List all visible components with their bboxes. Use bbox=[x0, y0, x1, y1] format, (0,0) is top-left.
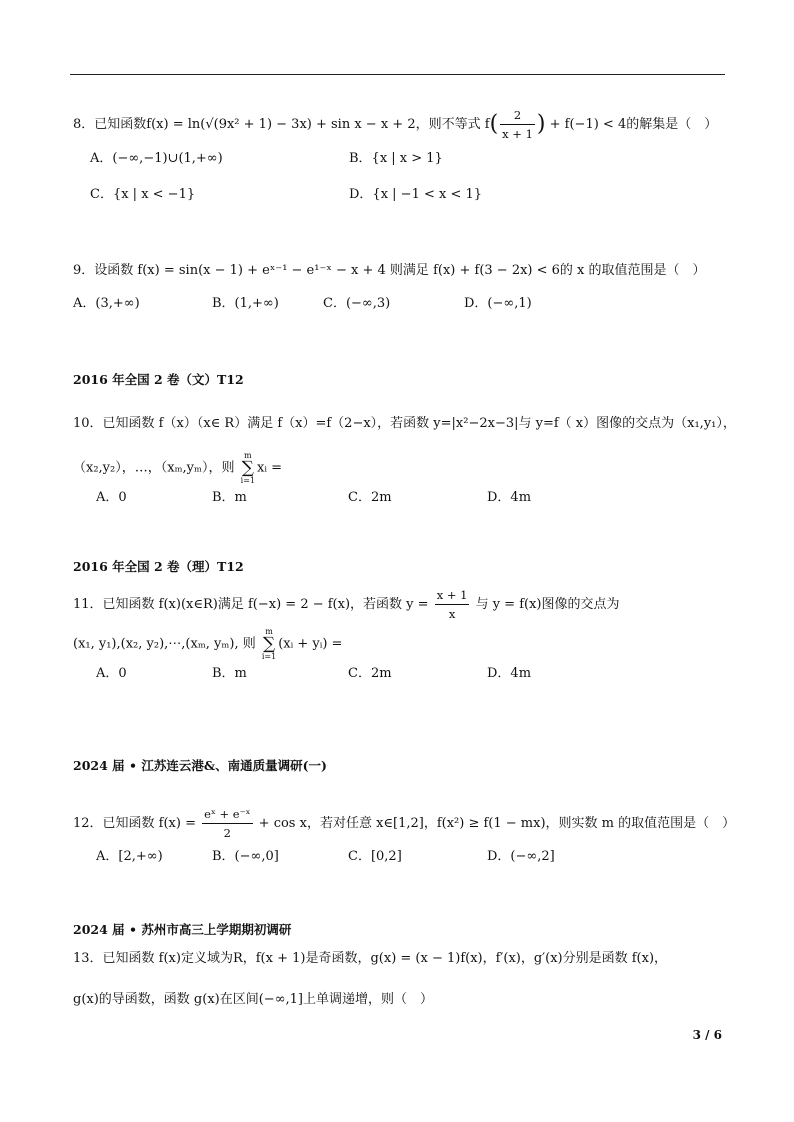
q8-option-d[interactable]: D．{x | −1 < x < 1} bbox=[349, 187, 483, 202]
section-heading-2: 2016 年全国 2 卷（理）T12 bbox=[73, 559, 244, 574]
q12-option-a[interactable]: A．[2,+∞) bbox=[96, 849, 163, 864]
q9-option-b[interactable]: B．(1,+∞) bbox=[212, 296, 279, 311]
q11-fraction: $\frac{x + 1}{x}$ bbox=[436, 588, 468, 621]
q13-stem-line2: g(x)的导函数，函数 g(x)在区间(−∞,1]上单调递增，则（ ） bbox=[73, 992, 433, 1007]
q9-option-a[interactable]: A．(3,+∞) bbox=[73, 296, 140, 311]
section-heading-1: 2016 年全国 2 卷（文）T12 bbox=[73, 372, 244, 387]
q8-inequality: f( $\frac{2}{x + 1}$ ) bbox=[484, 108, 546, 141]
q8-stem: 8．已知函数f(x) = ln(√(9x² + 1) − 3x) + sin x − x + 2，则不等式 f( $\frac{2}{x + 1}$ ) + f(−1) < 4的解集是（ ） bbox=[73, 108, 718, 141]
q12-fraction: $\frac{\text{eˣ + e⁻ˣ}}{2}$ bbox=[204, 807, 251, 840]
section-heading-3: 2024 届 • 江苏连云港&、南通质量调研(一) bbox=[73, 758, 327, 773]
q9-option-d[interactable]: D．(−∞,1) bbox=[464, 296, 532, 311]
q12-option-c[interactable]: C．[0,2] bbox=[348, 849, 402, 864]
q12-option-b[interactable]: B．(−∞,0] bbox=[212, 849, 279, 864]
q11-stem-line1: 11．已知函数 f(x)(x∈R)满足 f(−x) = 2 − f(x)，若函数 y = $\frac{x + 1}{x}$ 与 y = f(x)图像的交点为 bbox=[73, 588, 620, 621]
q11-option-d[interactable]: D．4m bbox=[487, 666, 532, 681]
q9-stem: 9．设函数 f(x) = sin(x − 1) + eˣ⁻¹ − e¹⁻ˣ − x + 4 则满足 f(x) + f(3 − 2x) < 6的 x 的取值范围是（ ） bbox=[73, 263, 706, 278]
q10-option-d[interactable]: D．4m bbox=[487, 490, 532, 505]
q9-option-c[interactable]: C．(−∞,3) bbox=[323, 296, 391, 311]
q8-option-a[interactable]: A．(−∞,−1)∪(1,+∞) bbox=[90, 151, 223, 166]
q10-option-c[interactable]: C．2m bbox=[348, 490, 392, 505]
q10-stem-line2: （x₂,y₂），…，（xₘ,yₘ），则 m ∑ i=1 xᵢ = bbox=[73, 451, 282, 485]
q12-stem: 12．已知函数 f(x) = $\frac{\text{eˣ + e⁻ˣ}}{2}$ + cos x，若对任意 x∈[1,2]，f(x²) ≥ f(1 − mx)，则实数 m 的取值范围是（ ） bbox=[73, 807, 736, 840]
q11-stem-line2: (x₁, y₁),(x₂, y₂),⋯,(xₘ, yₘ), 则 m ∑ i=1 (xᵢ + yᵢ) = bbox=[73, 627, 343, 661]
q8-option-b[interactable]: B．{x | x > 1} bbox=[349, 151, 443, 166]
section-heading-4: 2024 届 • 苏州市高三上学期期初调研 bbox=[73, 922, 292, 937]
q11-option-a[interactable]: A．0 bbox=[96, 666, 127, 681]
q11-summation: m ∑ i=1 bbox=[261, 627, 277, 661]
q11-option-c[interactable]: C．2m bbox=[348, 666, 392, 681]
q10-option-b[interactable]: B．m bbox=[212, 490, 247, 505]
q8-option-c[interactable]: C．{x | x < −1} bbox=[90, 187, 196, 202]
header-rule bbox=[70, 74, 725, 75]
q12-option-d[interactable]: D．(−∞,2] bbox=[487, 849, 555, 864]
page-number: 3 / 6 bbox=[692, 1028, 722, 1042]
q13-stem-line1: 13．已知函数 f(x)定义域为R，f(x + 1)是奇函数，g(x) = (x − 1)f(x)，f′(x)，g′(x)分别是函数 f(x)， bbox=[73, 951, 668, 966]
q11-option-b[interactable]: B．m bbox=[212, 666, 247, 681]
q10-stem-line1: 10．已知函数 f（x）（x∈ R）满足 f（x）=f（2−x），若函数 y=|x²−2x−3|与 y=f（ x）图像的交点为（x₁,y₁）， bbox=[73, 416, 736, 431]
q10-option-a[interactable]: A．0 bbox=[96, 490, 127, 505]
q8-fraction: $\frac{2}{x + 1}$ bbox=[502, 108, 533, 141]
q10-summation: m ∑ i=1 bbox=[240, 451, 255, 485]
